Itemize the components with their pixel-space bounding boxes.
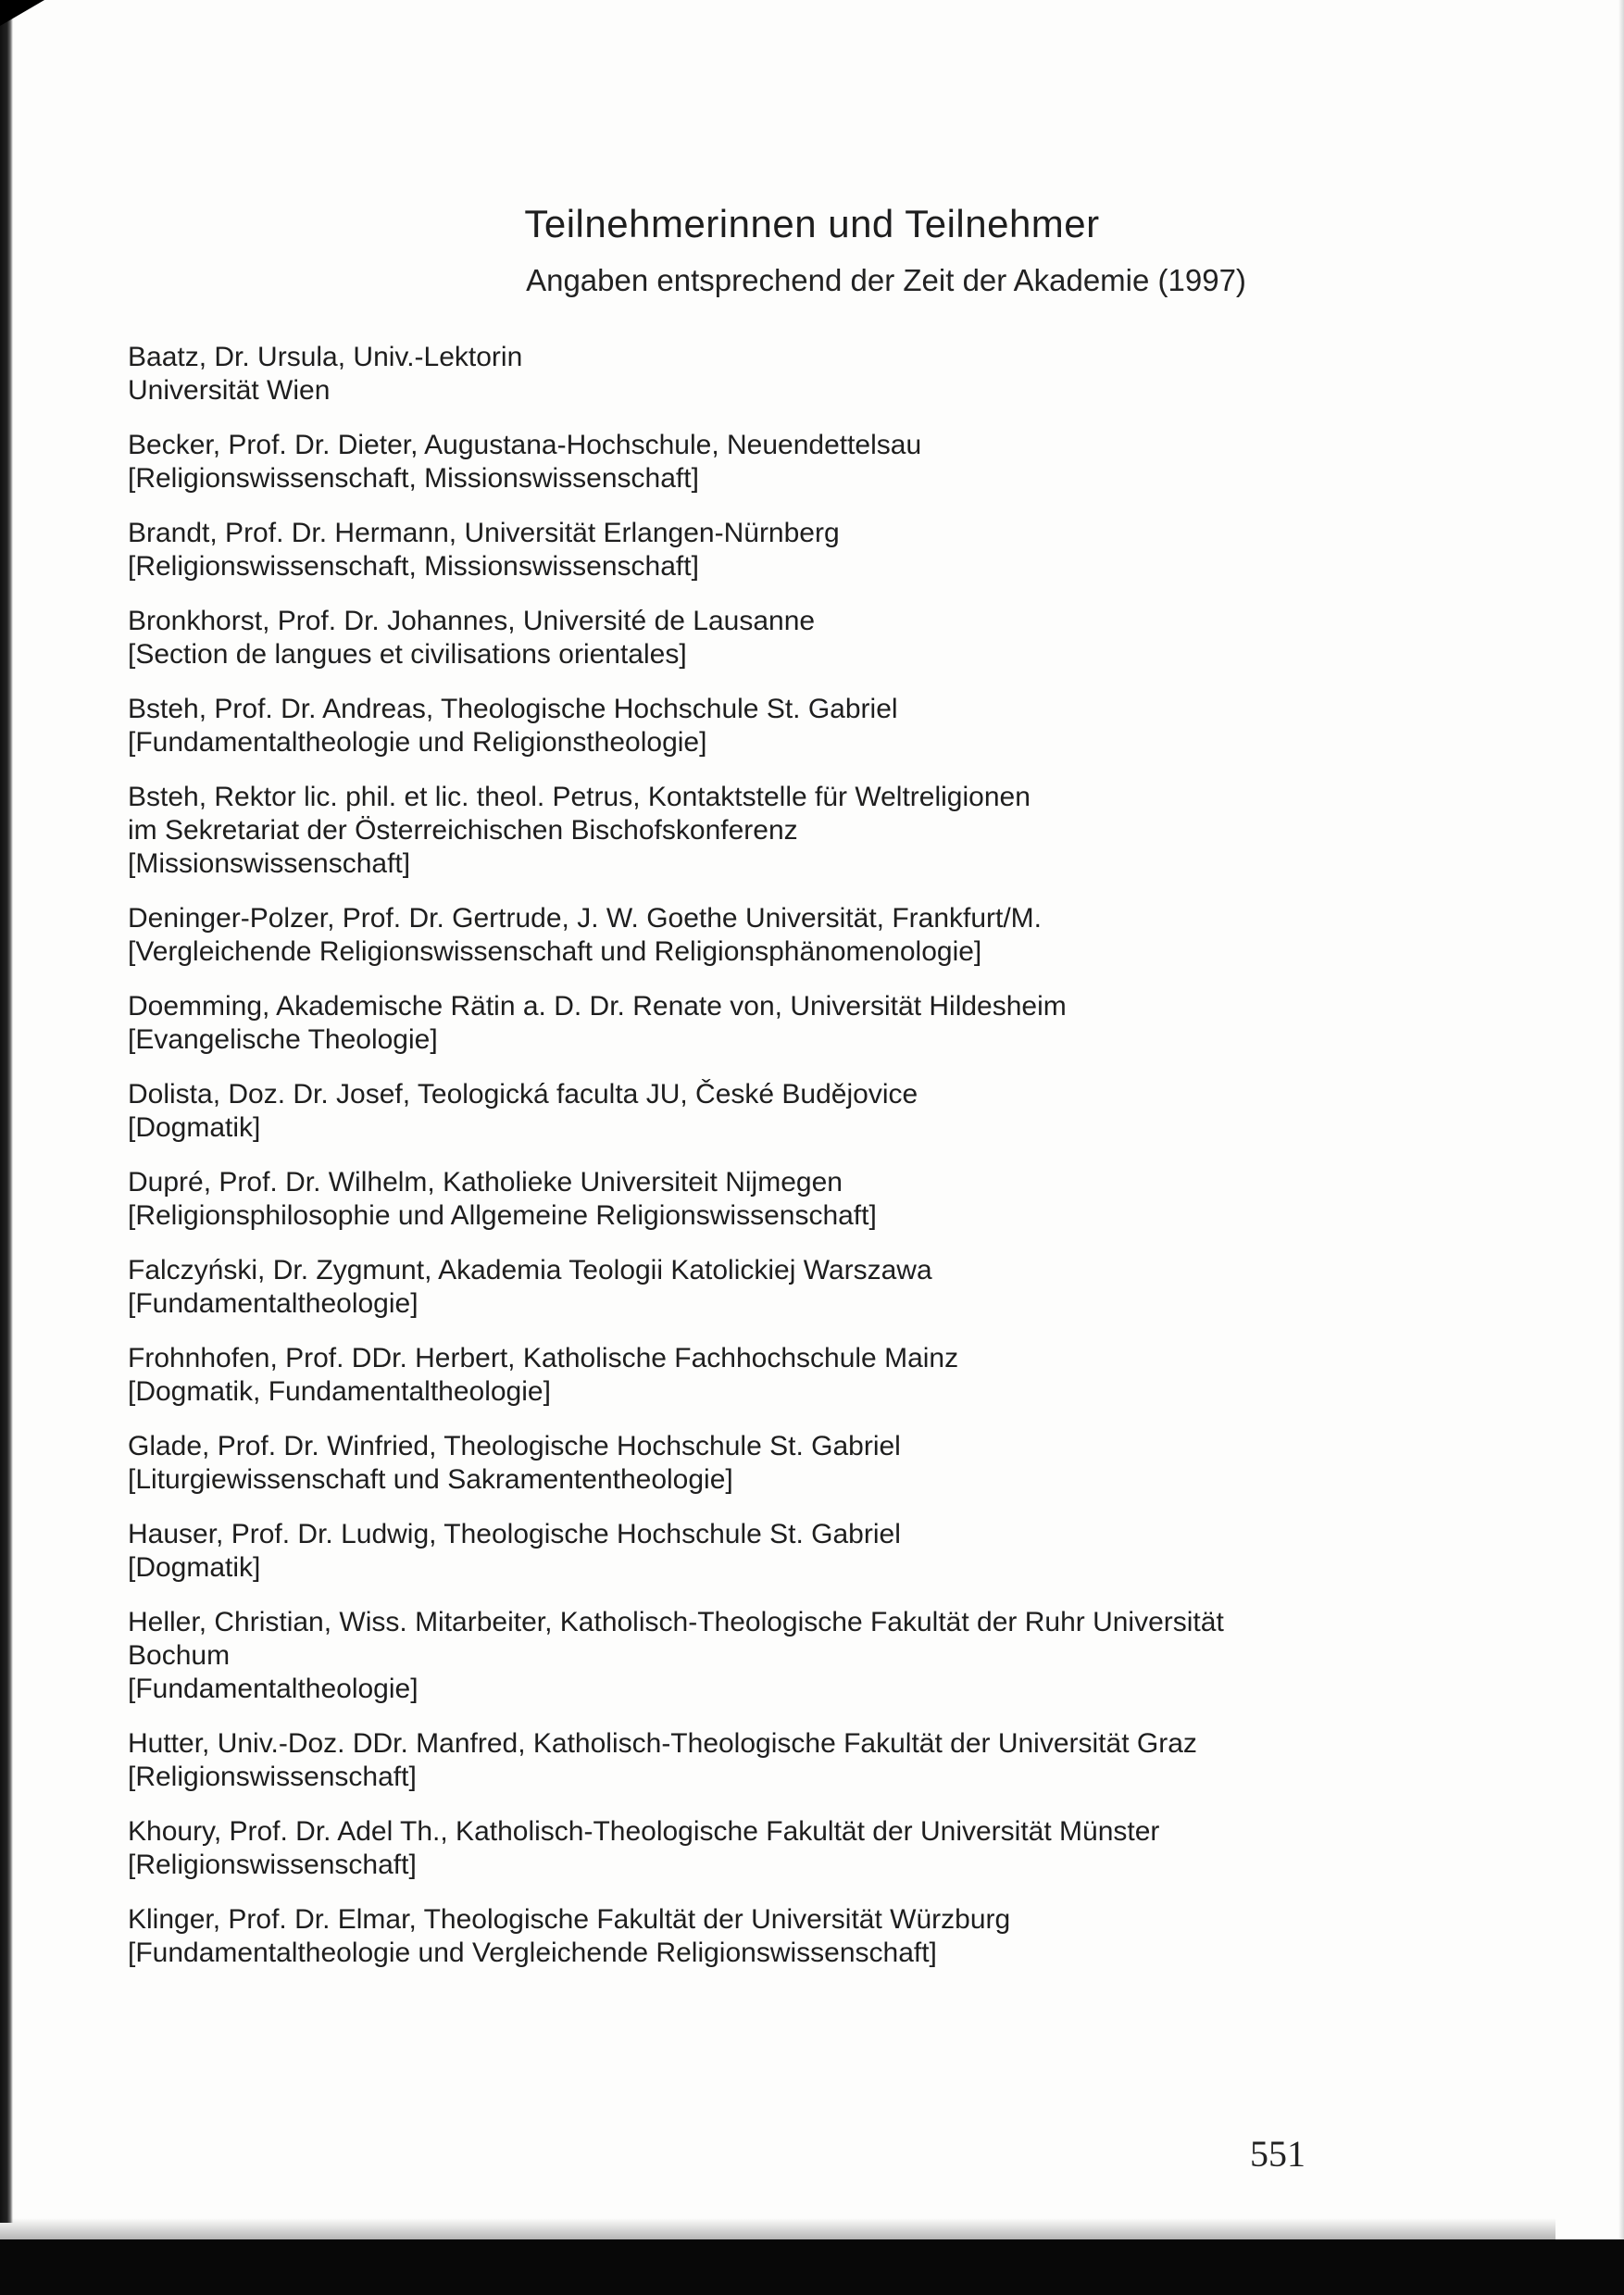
participant-name-affiliation: Doemming, Akademische Rätin a. D. Dr. Renate von, Universität Hildesheim — [128, 991, 1067, 1022]
participant-name-affiliation: Brandt, Prof. Dr. Hermann, Universität Erlangen-Nürnberg — [128, 518, 840, 548]
participant-detail-line: [Fundamentaltheologie] — [128, 1288, 418, 1319]
scan-shadow-bottom — [0, 2239, 1624, 2295]
scan-shadow-left — [0, 0, 13, 2223]
participant-entry — [128, 605, 1331, 671]
participant-detail-line: [Religionswissenschaft] — [128, 1850, 417, 1880]
participant-detail-line: [Liturgiewissenschaft und Sakramententheologie] — [128, 1464, 733, 1495]
participant-detail-line: im Sekretariat der Österreichischen Bischofskonferenz — [128, 815, 798, 846]
participant-detail-line: [Religionswissenschaft] — [128, 1762, 417, 1792]
participant-name-affiliation: Bsteh, Rektor lic. phil. et lic. theol. Petrus, Kontaktstelle für Weltreligionen — [128, 782, 1031, 812]
participant-detail-line: [Religionswissenschaft, Missionswissenschaft] — [128, 551, 699, 582]
page-title: Teilnehmerinnen und Teilnehmer — [524, 202, 1100, 245]
scan-corner-mark — [0, 0, 44, 26]
participant-detail-line: [Fundamentaltheologie und Vergleichende Religionswissenschaft] — [128, 1938, 937, 1968]
scan-shadow-right — [1618, 0, 1624, 2241]
participant-name-affiliation: Hutter, Univ.-Doz. DDr. Manfred, Katholisch-Theologische Fakultät der Universität Graz — [128, 1728, 1197, 1759]
participant-entry — [128, 1430, 1331, 1497]
participant-entry — [128, 517, 1331, 583]
participant-name-affiliation: Frohnhofen, Prof. DDr. Herbert, Katholische Fachhochschule Mainz — [128, 1343, 959, 1373]
participant-detail-line: [Evangelische Theologie] — [128, 1024, 438, 1055]
participant-entry — [128, 1606, 1331, 1706]
participant-detail-line: [Section de langues et civilisations orientales] — [128, 639, 687, 670]
participant-name-affiliation: Dupré, Prof. Dr. Wilhelm, Katholieke Universiteit Nijmegen — [128, 1167, 843, 1198]
participant-detail-line: [Fundamentaltheologie und Religionstheologie] — [128, 727, 707, 758]
participant-entry — [128, 902, 1331, 969]
participant-name-affiliation: Deninger-Polzer, Prof. Dr. Gertrude, J. W. Goethe Universität, Frankfurt/M. — [128, 903, 1043, 934]
participant-name-affiliation: Khoury, Prof. Dr. Adel Th., Katholisch-Theologische Fakultät der Universität Münster — [128, 1816, 1160, 1847]
participant-entry — [128, 1815, 1331, 1882]
participant-name-affiliation: Bsteh, Prof. Dr. Andreas, Theologische Hochschule St. Gabriel — [128, 694, 898, 724]
participant-name-affiliation: Bronkhorst, Prof. Dr. Johannes, Université de Lausanne — [128, 606, 816, 636]
participant-list — [128, 341, 1331, 1991]
participant-detail-line: [Dogmatik] — [128, 1552, 261, 1583]
participant-entry — [128, 1903, 1331, 1970]
participant-entry — [128, 1254, 1331, 1321]
participant-name-affiliation: Baatz, Dr. Ursula, Univ.-Lektorin — [128, 342, 523, 372]
participant-entry — [128, 693, 1331, 759]
participant-entry — [128, 341, 1331, 408]
page-number: 551 — [1250, 2133, 1305, 2175]
participant-name-affiliation: Falczyński, Dr. Zygmunt, Akademia Teologii Katolickiej Warszawa — [128, 1255, 932, 1285]
participant-detail-line: [Vergleichende Religionswissenschaft und Religionsphänomenologie] — [128, 936, 982, 967]
participant-detail-line: [Fundamentaltheologie] — [128, 1674, 418, 1704]
participant-entry — [128, 1342, 1331, 1409]
participant-entry — [128, 1727, 1331, 1794]
participant-detail-line: Bochum — [128, 1640, 231, 1671]
participant-name-affiliation: Heller, Christian, Wiss. Mitarbeiter, Katholisch-Theologische Fakultät der Ruhr Universität — [128, 1607, 1224, 1637]
participant-entry — [128, 1518, 1331, 1585]
participant-name-affiliation: Becker, Prof. Dr. Dieter, Augustana-Hochschule, Neuendettelsau — [128, 430, 922, 460]
page-subtitle: Angaben entsprechend der Zeit der Akademie (1997) — [526, 263, 1246, 297]
participant-entry — [128, 781, 1331, 881]
participant-detail-line: [Religionsphilosophie und Allgemeine Religionswissenschaft] — [128, 1200, 877, 1231]
participant-detail-line: [Religionswissenschaft, Missionswissenschaft] — [128, 463, 699, 494]
participant-detail-line: [Missionswissenschaft] — [128, 848, 411, 879]
participant-detail-line: [Dogmatik, Fundamentaltheologie] — [128, 1376, 551, 1407]
participant-name-affiliation: Klinger, Prof. Dr. Elmar, Theologische Fakultät der Universität Würzburg — [128, 1904, 1011, 1935]
participant-detail-line: [Dogmatik] — [128, 1112, 261, 1143]
participant-entry — [128, 429, 1331, 495]
participant-entry — [128, 1078, 1331, 1145]
participant-name-affiliation: Glade, Prof. Dr. Winfried, Theologische Hochschule St. Gabriel — [128, 1431, 901, 1461]
participant-entry — [128, 1166, 1331, 1233]
participant-name-affiliation: Hauser, Prof. Dr. Ludwig, Theologische Hochschule St. Gabriel — [128, 1519, 901, 1549]
participant-detail-line: Universität Wien — [128, 375, 331, 406]
participant-entry — [128, 990, 1331, 1057]
participant-name-affiliation: Dolista, Doz. Dr. Josef, Teologická faculta JU, České Budějovice — [128, 1079, 918, 1110]
